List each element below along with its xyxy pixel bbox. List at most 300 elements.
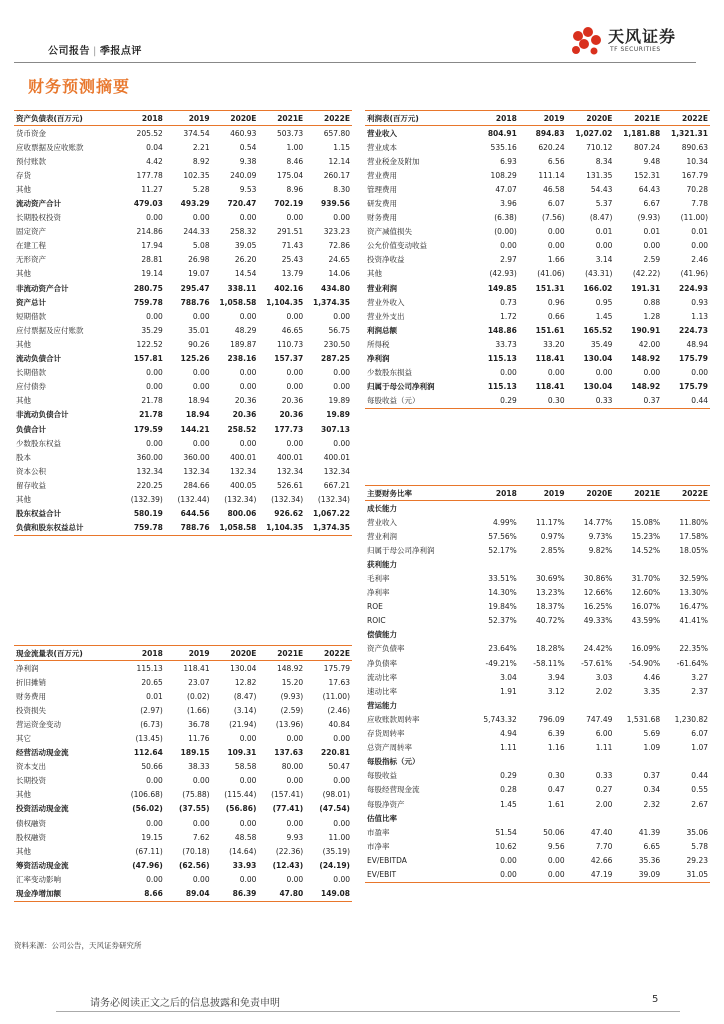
value-cell: 0.00	[239, 213, 257, 223]
row-label: 市盈率	[367, 827, 390, 837]
value-cell: 0.00	[239, 368, 257, 378]
value-cell: 13.23%	[535, 588, 565, 598]
value-cell: 0.00	[643, 241, 661, 251]
value-cell: 1,230.82	[674, 714, 708, 724]
row-label: 资本支出	[16, 762, 46, 772]
value-cell: 796.09	[538, 714, 565, 724]
table-row	[365, 698, 710, 712]
value-cell: 19.07	[188, 269, 210, 279]
row-label: 净利润	[367, 354, 390, 364]
value-cell: 7.62	[192, 832, 210, 842]
value-cell: 526.61	[276, 480, 304, 490]
row-label: 偿债能力	[367, 630, 397, 640]
value-cell: 30.69%	[535, 574, 565, 584]
value-cell: 57.56%	[488, 531, 517, 541]
row-label: 经营活动现金流	[16, 748, 69, 758]
value-cell: 9.56	[547, 841, 565, 851]
value-cell: 8.30	[333, 184, 350, 194]
value-cell: 7.78	[691, 199, 708, 209]
value-cell: 31.05	[662, 867, 710, 882]
table-row	[14, 154, 352, 168]
value-cell: 2.67	[691, 799, 708, 809]
row-label: 长期借款	[16, 368, 46, 378]
value-cell: 90.26	[188, 339, 210, 349]
value-cell	[614, 755, 662, 769]
value-cell: 39.05	[234, 241, 257, 251]
value-cell: 0.00	[239, 734, 257, 744]
value-cell: 115.13	[487, 382, 517, 392]
year-header: 2021E	[614, 486, 662, 501]
value-cell: 0.00	[519, 867, 567, 882]
logo-name: 天风证券	[608, 27, 677, 46]
value-cell: 0.00	[192, 382, 210, 392]
table-row	[365, 140, 710, 154]
value-cell: 35.36	[638, 855, 661, 865]
row-label: 流动比率	[367, 672, 397, 682]
value-cell: (8.47)	[233, 691, 257, 701]
value-cell: 323.23	[323, 227, 350, 237]
value-cell: 0.88	[643, 297, 661, 307]
row-label: 短期借款	[16, 311, 46, 321]
value-cell: (98.01)	[322, 790, 350, 800]
table-row	[365, 309, 710, 323]
value-cell	[567, 811, 615, 825]
row-label: 负债合计	[16, 424, 46, 434]
value-cell: 122.52	[136, 339, 163, 349]
value-cell: 2.21	[192, 142, 210, 152]
value-cell: 71.43	[281, 241, 304, 251]
value-cell: 115.13	[487, 354, 517, 364]
year-header: 2018	[471, 111, 519, 126]
value-cell: 31.70%	[631, 574, 661, 584]
value-cell: 0.00	[500, 368, 517, 378]
table-row	[14, 450, 352, 464]
value-cell: 0.00	[146, 818, 163, 828]
value-cell: 3.96	[500, 199, 517, 209]
value-cell: 1,374.35	[312, 297, 350, 307]
row-label: 在建工程	[16, 241, 46, 251]
row-label: 汇率变动影响	[16, 874, 61, 884]
row-label: 股东权益合计	[16, 509, 61, 519]
value-cell: 1,374.35	[305, 521, 352, 536]
value-cell: 10.62	[495, 841, 517, 851]
table-row	[365, 783, 710, 797]
value-cell: 804.91	[487, 128, 517, 138]
value-cell: 0.00	[286, 874, 304, 884]
value-cell: 400.05	[230, 480, 257, 490]
row-label: 流动负债合计	[16, 354, 61, 364]
value-cell: 0.01	[595, 227, 613, 237]
value-cell: 20.36	[279, 410, 304, 420]
value-cell: 374.54	[183, 128, 210, 138]
value-cell: 189.87	[230, 339, 257, 349]
value-cell: 2.00	[595, 799, 613, 809]
value-cell: 3.14	[595, 255, 613, 265]
value-cell: 12.66%	[583, 588, 613, 598]
row-label: 现金净增加额	[14, 887, 118, 902]
value-cell: 15.08%	[631, 517, 661, 527]
value-cell: 0.00	[286, 213, 304, 223]
value-cell: 258.32	[230, 227, 257, 237]
table-row	[365, 182, 710, 196]
table-row	[14, 521, 352, 536]
value-cell: 0.01	[691, 227, 708, 237]
year-header: 2018	[118, 646, 165, 661]
value-cell: 151.31	[535, 283, 565, 293]
value-cell: 400.01	[323, 452, 350, 462]
value-cell: 7.70	[595, 841, 613, 851]
row-label: 营运能力	[367, 700, 397, 710]
value-cell: 175.79	[679, 382, 708, 392]
table-row	[365, 628, 710, 642]
value-cell: 0.44	[691, 771, 708, 781]
table-row	[14, 380, 352, 394]
row-label: 财务费用	[16, 691, 46, 701]
value-cell: 8.92	[192, 156, 210, 166]
value-cell: 926.62	[274, 509, 304, 519]
row-label: 获利能力	[367, 559, 397, 569]
table-row	[14, 774, 352, 788]
value-cell: 35.49	[590, 339, 613, 349]
value-cell: 30.86%	[583, 574, 613, 584]
value-cell: 0.00	[333, 311, 350, 321]
value-cell: 15.20	[281, 677, 304, 687]
value-cell	[471, 755, 519, 769]
value-cell: 11.27	[141, 184, 163, 194]
value-cell: 460.93	[230, 128, 257, 138]
value-cell: 295.47	[180, 283, 210, 293]
year-header: 2018	[118, 111, 165, 126]
table-row	[365, 600, 710, 614]
value-cell: 0.00	[471, 867, 519, 882]
table-row	[14, 464, 352, 478]
table-header-row	[14, 111, 352, 126]
row-label: 其他	[16, 790, 31, 800]
value-cell: (6.38)	[494, 213, 517, 223]
table-row	[365, 225, 710, 239]
value-cell: 5.08	[192, 241, 210, 251]
brand-logo	[566, 22, 706, 58]
table-row	[14, 422, 352, 436]
value-cell: 56.75	[328, 325, 350, 335]
value-cell: 19.15	[141, 832, 163, 842]
value-cell: 148.92	[631, 382, 661, 392]
table-row	[14, 507, 352, 521]
value-cell: 58.58	[234, 762, 257, 772]
value-cell: 0.00	[239, 874, 257, 884]
row-label: 存货周转率	[367, 729, 405, 739]
value-cell: 939.56	[321, 199, 350, 209]
value-cell: 3.27	[691, 672, 708, 682]
value-cell: 0.00	[691, 241, 708, 251]
table-row	[365, 769, 710, 783]
value-cell: 9.73%	[588, 531, 613, 541]
row-label: 筹资活动现金流	[16, 860, 69, 870]
value-cell: 8.66	[118, 887, 165, 902]
row-label: 投资损失	[16, 705, 46, 715]
value-cell: 36.78	[188, 719, 210, 729]
row-label: 营业收入	[367, 517, 397, 527]
value-cell: 0.47	[547, 785, 565, 795]
value-cell: 24.42%	[583, 644, 613, 654]
value-cell: 702.19	[274, 199, 304, 209]
table-row	[365, 295, 710, 309]
value-cell: 5.78	[691, 841, 708, 851]
row-label: ROE	[367, 602, 383, 612]
value-cell: 0.34	[643, 785, 661, 795]
value-cell: 0.00	[146, 776, 163, 786]
value-cell	[662, 557, 710, 571]
row-label: 每股收益	[367, 771, 397, 781]
value-cell: 4.46	[643, 672, 661, 682]
value-cell: 115.13	[136, 663, 163, 673]
value-cell	[471, 557, 519, 571]
value-cell: 0.55	[691, 785, 708, 795]
table-row	[365, 557, 710, 571]
value-cell: 132.34	[183, 466, 210, 476]
row-label: 估值比率	[367, 813, 397, 823]
value-cell: 131.35	[586, 170, 613, 180]
table-header-row	[365, 486, 710, 501]
table-row	[365, 741, 710, 755]
table-row	[365, 281, 710, 295]
value-cell: 2.85%	[540, 545, 565, 555]
value-cell: (14.64)	[229, 846, 257, 856]
value-cell: 151.61	[535, 325, 565, 335]
table-row	[14, 281, 352, 295]
table-row	[14, 168, 352, 182]
row-label: 营业费用	[367, 170, 397, 180]
page-title: 财务预测摘要	[28, 77, 131, 96]
value-cell: 0.00	[500, 241, 517, 251]
value-cell	[567, 501, 615, 516]
row-label: 速动比率	[367, 686, 397, 696]
value-cell: 40.72%	[535, 616, 565, 626]
value-cell: 11.76	[188, 734, 210, 744]
value-cell: (11.00)	[322, 691, 350, 701]
value-cell	[662, 501, 710, 516]
table-row	[365, 529, 710, 543]
table-row	[365, 515, 710, 529]
income-statement-table	[365, 110, 710, 409]
value-cell: 244.33	[183, 227, 210, 237]
row-label: 营运资金变动	[16, 719, 61, 729]
value-cell: 47.40	[590, 827, 613, 837]
value-cell: 0.00	[595, 241, 613, 251]
value-cell: 258.52	[227, 424, 257, 434]
value-cell: 1,058.58	[219, 297, 257, 307]
value-cell: 16.47%	[679, 602, 708, 612]
value-cell: (2.59)	[280, 705, 304, 715]
value-cell: 0.97%	[540, 531, 565, 541]
value-cell: 667.21	[323, 480, 350, 490]
value-cell: (132.34)	[271, 494, 304, 504]
row-label: 少数股东权益	[16, 438, 61, 448]
value-cell: 52.37%	[488, 616, 517, 626]
value-cell: 19.89	[328, 396, 350, 406]
value-cell: 51.54	[495, 827, 517, 837]
value-cell: 20.36	[234, 396, 257, 406]
value-cell: 0.30	[547, 771, 565, 781]
value-cell: 479.03	[133, 199, 163, 209]
value-cell: 35.29	[141, 325, 163, 335]
value-cell: 0.00	[146, 368, 163, 378]
row-label: 财务费用	[367, 213, 397, 223]
value-cell: 9.38	[239, 156, 257, 166]
value-cell: 152.31	[633, 170, 661, 180]
value-cell: 788.76	[165, 521, 212, 536]
table-row	[365, 239, 710, 253]
value-cell: 26.20	[234, 255, 257, 265]
year-header: 2021E	[258, 646, 305, 661]
value-cell: 19.84%	[488, 602, 517, 612]
value-cell: 400.01	[230, 452, 257, 462]
value-cell: 0.00	[333, 818, 350, 828]
value-cell: 0.00	[192, 776, 210, 786]
table-row	[365, 196, 710, 210]
year-header: 2022E	[662, 486, 710, 501]
value-cell: 148.92	[276, 663, 304, 673]
row-label: 营业税金及附加	[367, 156, 420, 166]
row-label: 其他	[16, 184, 31, 194]
year-header: 2022E	[305, 646, 352, 661]
value-cell: 6.07	[547, 199, 565, 209]
row-label: 应付票据及应付账款	[16, 325, 84, 335]
year-header: 2019	[519, 111, 567, 126]
value-cell: 747.49	[586, 714, 613, 724]
header-separator: |	[93, 46, 97, 57]
header-divider	[14, 62, 696, 63]
row-label: 存货	[16, 170, 31, 180]
value-cell: (12.43)	[272, 860, 304, 870]
value-cell: 6.93	[500, 156, 517, 166]
value-cell: 291.51	[276, 227, 304, 237]
value-cell: 12.82	[234, 677, 257, 687]
value-cell: 1.07	[691, 743, 708, 753]
table-row	[14, 492, 352, 506]
value-cell: 1.72	[500, 311, 517, 321]
value-cell: 0.04	[146, 142, 163, 152]
value-cell: 149.08	[305, 887, 352, 902]
row-label: 营业外收入	[367, 297, 405, 307]
value-cell: (75.88)	[182, 790, 210, 800]
value-cell: 759.78	[118, 521, 165, 536]
report-header	[48, 42, 142, 57]
value-cell: 25.43	[281, 255, 304, 265]
row-label: 所得税	[367, 339, 390, 349]
value-cell: 33.51%	[488, 574, 517, 584]
row-label: 资产减值损失	[367, 227, 412, 237]
value-cell: (41.06)	[537, 269, 565, 279]
row-label: 无形资产	[16, 255, 46, 265]
value-cell: 205.52	[136, 128, 163, 138]
table-title: 资产负债表(百万元)	[14, 111, 118, 126]
value-cell: 0.00	[192, 818, 210, 828]
value-cell: 14.30%	[488, 588, 517, 598]
row-label: 每股经营现金流	[367, 785, 420, 795]
value-cell: 22.35%	[679, 644, 708, 654]
value-cell: 5.69	[643, 729, 661, 739]
value-cell: -58.11%	[533, 658, 565, 668]
value-cell: (132.39)	[130, 494, 163, 504]
value-cell: 5.37	[595, 199, 613, 209]
row-label: 其它	[16, 734, 31, 744]
value-cell: 18.37%	[535, 602, 565, 612]
value-cell: 1.28	[643, 311, 661, 321]
value-cell: 190.91	[631, 325, 661, 335]
row-label: 成长能力	[367, 503, 397, 513]
value-cell: 19.89	[326, 410, 350, 420]
value-cell: 42.00	[638, 339, 661, 349]
value-cell: 720.47	[227, 199, 257, 209]
value-cell: 0.29	[471, 394, 519, 409]
value-cell: 6.65	[643, 841, 661, 851]
value-cell: 0.00	[146, 874, 163, 884]
value-cell: (77.41)	[272, 804, 304, 814]
value-cell: 0.00	[643, 368, 661, 378]
table-row	[365, 501, 710, 516]
value-cell: 0.54	[239, 142, 257, 152]
value-cell: 0.37	[614, 394, 662, 409]
value-cell: (62.56)	[179, 860, 210, 870]
value-cell: 16.25%	[583, 602, 613, 612]
row-label: 长期股权投资	[16, 213, 61, 223]
value-cell: 24.65	[328, 255, 350, 265]
value-cell: 16.07%	[631, 602, 661, 612]
row-label: 其他	[367, 269, 382, 279]
value-cell: 18.28%	[535, 644, 565, 654]
value-cell: 894.83	[535, 128, 565, 138]
value-cell: 1.13	[691, 311, 708, 321]
page-number: 5	[652, 994, 659, 1005]
table-row	[14, 844, 352, 858]
row-label: 管理费用	[367, 184, 397, 194]
value-cell: 118.41	[535, 354, 565, 364]
row-label: 归属于母公司净利润	[367, 382, 435, 392]
value-cell: 0.37	[643, 771, 661, 781]
value-cell: 43.59%	[631, 616, 661, 626]
value-cell: 11.17%	[535, 517, 565, 527]
table-row	[14, 211, 352, 225]
value-cell: (6.73)	[140, 719, 163, 729]
table-title: 现金流量表(百万元)	[14, 646, 118, 661]
value-cell: 167.79	[681, 170, 708, 180]
value-cell: 0.00	[333, 734, 350, 744]
value-cell	[662, 811, 710, 825]
row-label: 其他	[16, 269, 31, 279]
value-cell: 46.65	[281, 325, 304, 335]
row-label: 毛利率	[367, 574, 390, 584]
table-row	[14, 309, 352, 323]
value-cell: 0.01	[643, 227, 661, 237]
value-cell: 0.73	[500, 297, 517, 307]
value-cell: 2.46	[691, 255, 708, 265]
value-cell: 338.11	[227, 283, 257, 293]
value-cell: 109.31	[227, 748, 257, 758]
value-cell: (41.96)	[680, 269, 708, 279]
value-cell: 0.96	[547, 297, 565, 307]
value-cell: 165.52	[583, 325, 613, 335]
table-row	[14, 717, 352, 731]
value-cell: 220.81	[321, 748, 350, 758]
value-cell: (56.86)	[225, 804, 257, 814]
value-cell: 110.73	[276, 339, 304, 349]
year-header: 2020E	[212, 111, 259, 126]
value-cell: 132.34	[230, 466, 257, 476]
value-cell: 29.23	[686, 855, 708, 865]
value-cell: (2.97)	[140, 705, 163, 715]
year-header: 2019	[519, 486, 567, 501]
